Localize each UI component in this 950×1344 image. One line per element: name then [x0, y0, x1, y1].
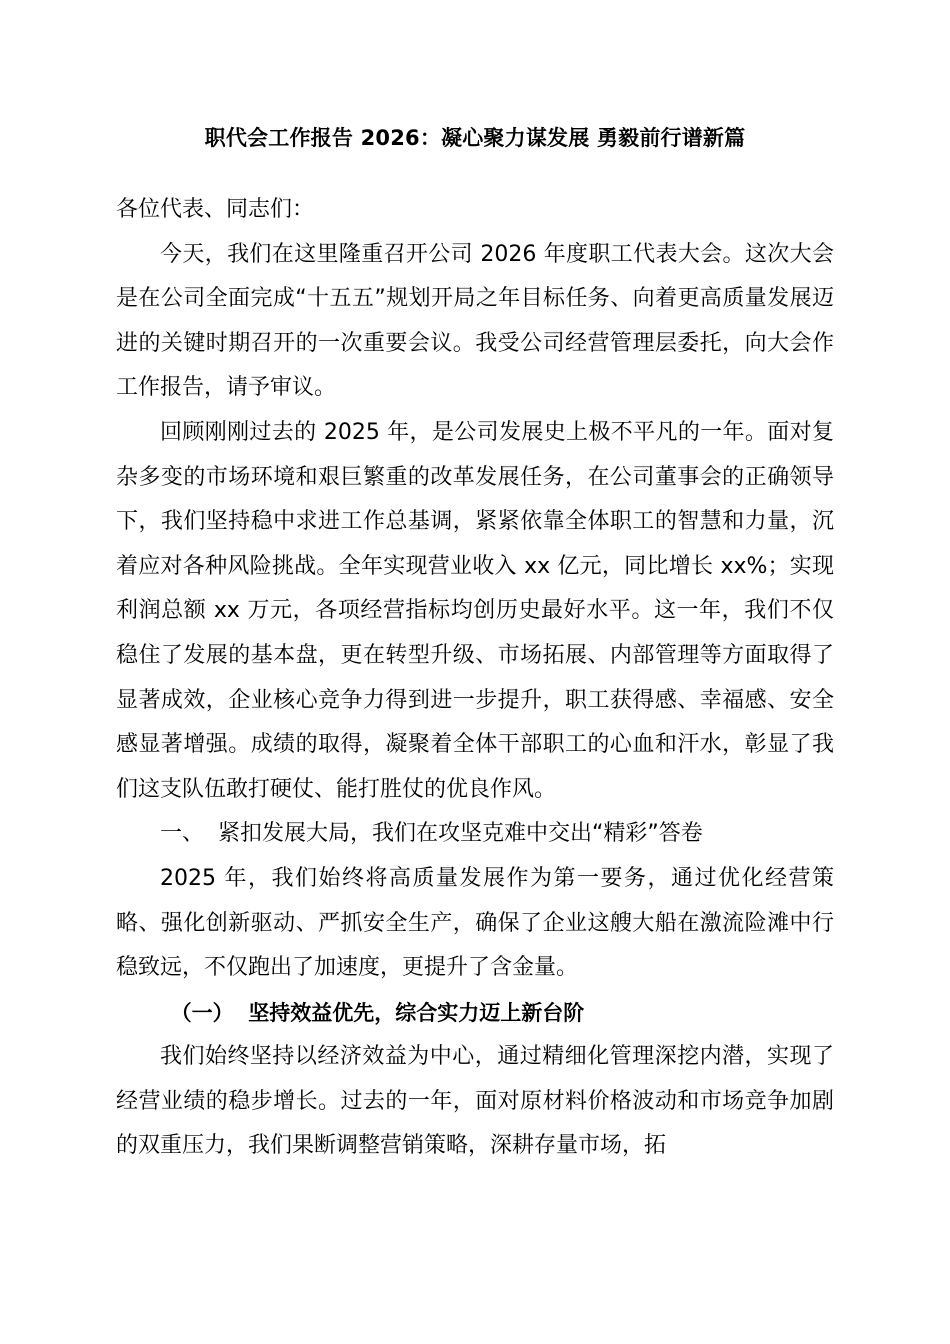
paragraph-review-2025: 回顾刚刚过去的 2025 年，是公司发展史上极不平凡的一年。面对复杂多变的市场环境和艰巨繁重的改革发展任务，在公司董事会的正确领导下，我们坚持稳中求进工作总基调，紧紧依靠全体职工的智慧和力量，沉着应对各种风险挑战。全年实现营业收入 xx 亿元，同比增长 xx%；实现利润总额 xx 万元，各项经营指标均创历史最好水平。这一年，我们不仅稳住了发展的基本盘，更在转型升级、市场拓展、内部管理等方面取得了显著成效，企业核心竞争力得到进一步提升，职工获得感、幸福感、安全感显著增强。成绩的取得，凝聚着全体干部职工的心血和汗水，彰显了我们这支队伍敢打硬仗、能打胜仗的优良作风。: [116, 419, 834, 802]
section-heading-1: 一、 紧扣发展大局，我们在攻坚克难中交出“精彩”答卷: [160, 821, 703, 847]
subsection-heading-1: （一） 坚持效益优先，综合实力迈上新台阶: [170, 1000, 585, 1025]
document-body: [116, 188, 834, 1169]
document-title: 职代会工作报告 2026：凝心聚力谋发展 勇毅前行谱新篇: [204, 126, 746, 150]
salutation: 各位代表、同志们：: [116, 197, 315, 222]
paragraph-opening: 今天，我们在这里隆重召开公司 2026 年度职工代表大会。这次大会是在公司全面完成“十五五”规划开局之年目标任务、向着更高质量发展迈进的关键时期召开的一次重要会议。我受公司经营管理层委托，向大会作工作报告，请予审议。: [116, 241, 834, 401]
paragraph-subsection-1: 我们始终坚持以经济效益为中心，通过精细化管理深挖内潜，实现了经营业绩的稳步增长。过去的一年，面对原材料价格波动和市场竞争加剧的双重压力，我们果断调整营销策略，深耕存量市场，拓: [116, 1044, 834, 1159]
paragraph-section-1: 2025 年，我们始终将高质量发展作为第一要务，通过优化经营策略、强化创新驱动、严抓安全生产，确保了企业这艘大船在激流险滩中行稳致远，不仅跑出了加速度，更提升了含金量。: [116, 865, 834, 981]
